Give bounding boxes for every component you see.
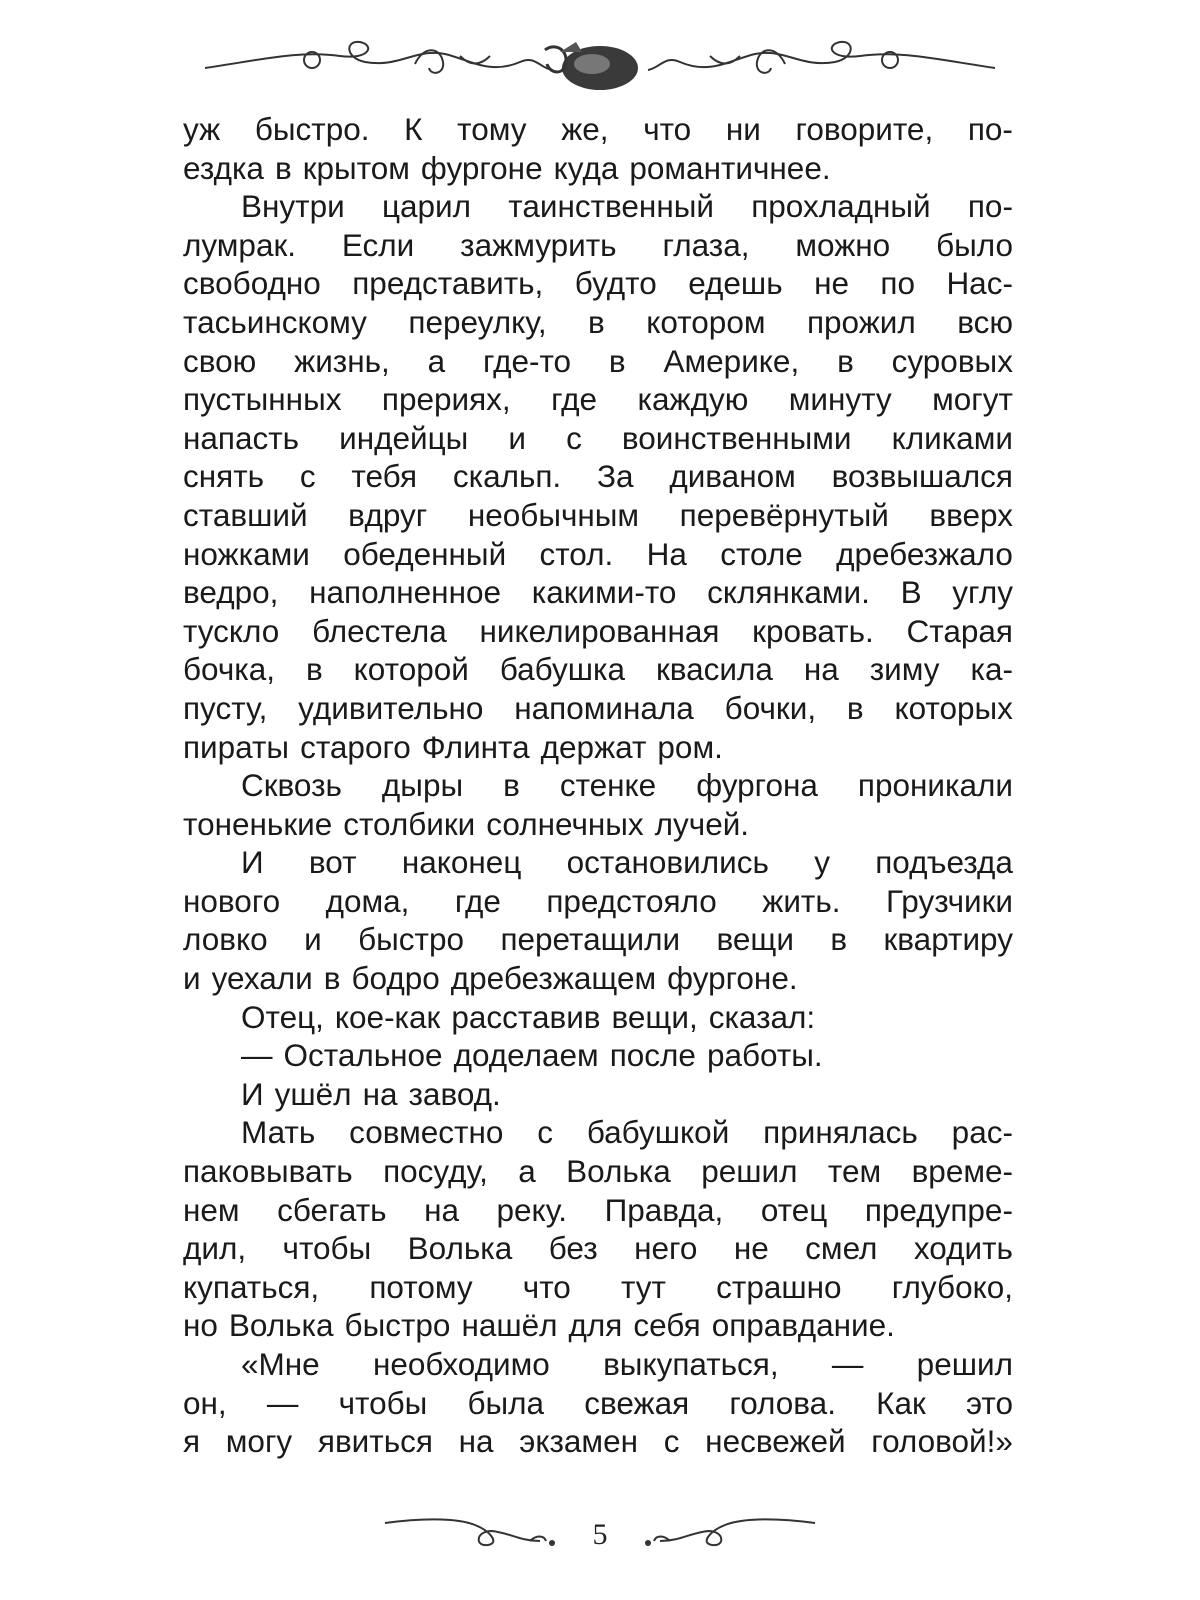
page-number: 5 <box>592 1518 608 1551</box>
text-line: нового дома, где предстояло жить. Грузчики <box>183 882 1013 919</box>
text-line: дил, чтобы Волька без него не смел ходить <box>183 1230 1013 1267</box>
text-body <box>183 110 1013 1461</box>
text-line: тасьинскому переулку, в котором прожил всю <box>183 303 1013 340</box>
text-line: Внутри царил таинственный прохладный по- <box>241 188 1013 225</box>
text-line: купаться, потому что тут страшно глубоко, <box>183 1268 1013 1305</box>
text-line: уж быстро. К тому же, что ни говорите, по- <box>183 111 1013 147</box>
text-line: Мать совместно с бабушкой принялась рас- <box>241 1114 1013 1151</box>
text-line: но Волька быстро нашёл для себя оправдание. <box>183 1307 895 1344</box>
text-line: паковывать посуду, а Волька решил тем време- <box>183 1153 1013 1190</box>
text-line: пираты старого Флинта держат ром. <box>183 728 723 765</box>
text-line: ведро, наполненное какими-то склянками. В углу <box>183 574 1013 611</box>
text-line: и уехали в бодро дребезжащем фургоне. <box>183 960 798 997</box>
text-line: Отец, кое-как расставив вещи, сказал: <box>241 998 816 1035</box>
text-line: ловко и быстро перетащили вещи в квартиру <box>183 921 1013 958</box>
text-line: «Мне необходимо выкупаться, — решил <box>241 1346 1013 1382</box>
text-line: И ушёл на завод. <box>241 1075 501 1112</box>
text-line: свободно представить, будто едешь не по Нас- <box>183 265 1013 302</box>
text-line: я могу явиться на экзамен с несвежей головой!» <box>183 1423 1013 1460</box>
text-line: ставший вдруг необычным перевёрнутый вверх <box>183 496 1013 533</box>
text-line: нем сбегать на реку. Правда, отец предупре- <box>183 1191 1013 1228</box>
text-line: лумрак. Если зажмурить глаза, можно было <box>183 226 1013 263</box>
text-line: Сквозь дыры в стенке фургона проникали <box>241 767 1013 804</box>
text-line: он, — чтобы была свежая голова. Как это <box>183 1384 1013 1421</box>
text-line: пустынных прериях, где каждую минуту могут <box>183 381 1013 418</box>
text-line: пусту, удивительно напоминала бочки, в которых <box>183 689 1013 726</box>
text-line: — Остальное доделаем после работы. <box>241 1037 823 1074</box>
text-line: ездка в крытом фургоне куда романтичнее. <box>183 149 831 186</box>
text-line: бочка, в которой бабушка квасила на зиму ка- <box>183 651 1013 688</box>
text-line: тускло блестела никелированная кровать. Старая <box>183 612 1013 649</box>
text-line: тоненькие столбики солнечных лучей. <box>183 805 750 842</box>
text-line: ножками обеденный стол. На столе дребезжало <box>183 535 1013 572</box>
jug-icon <box>545 42 638 90</box>
text-line: напасть индейцы и с воинственными кликами <box>183 419 1013 456</box>
top-decorative-ornament <box>200 20 1000 100</box>
text-line: свою жизнь, а где-то в Америке, в суровых <box>183 342 1013 379</box>
text-line: снять с тебя скальп. За диваном возвышался <box>183 458 1013 495</box>
text-line: И вот наконец остановились у подъезда <box>241 844 1013 881</box>
